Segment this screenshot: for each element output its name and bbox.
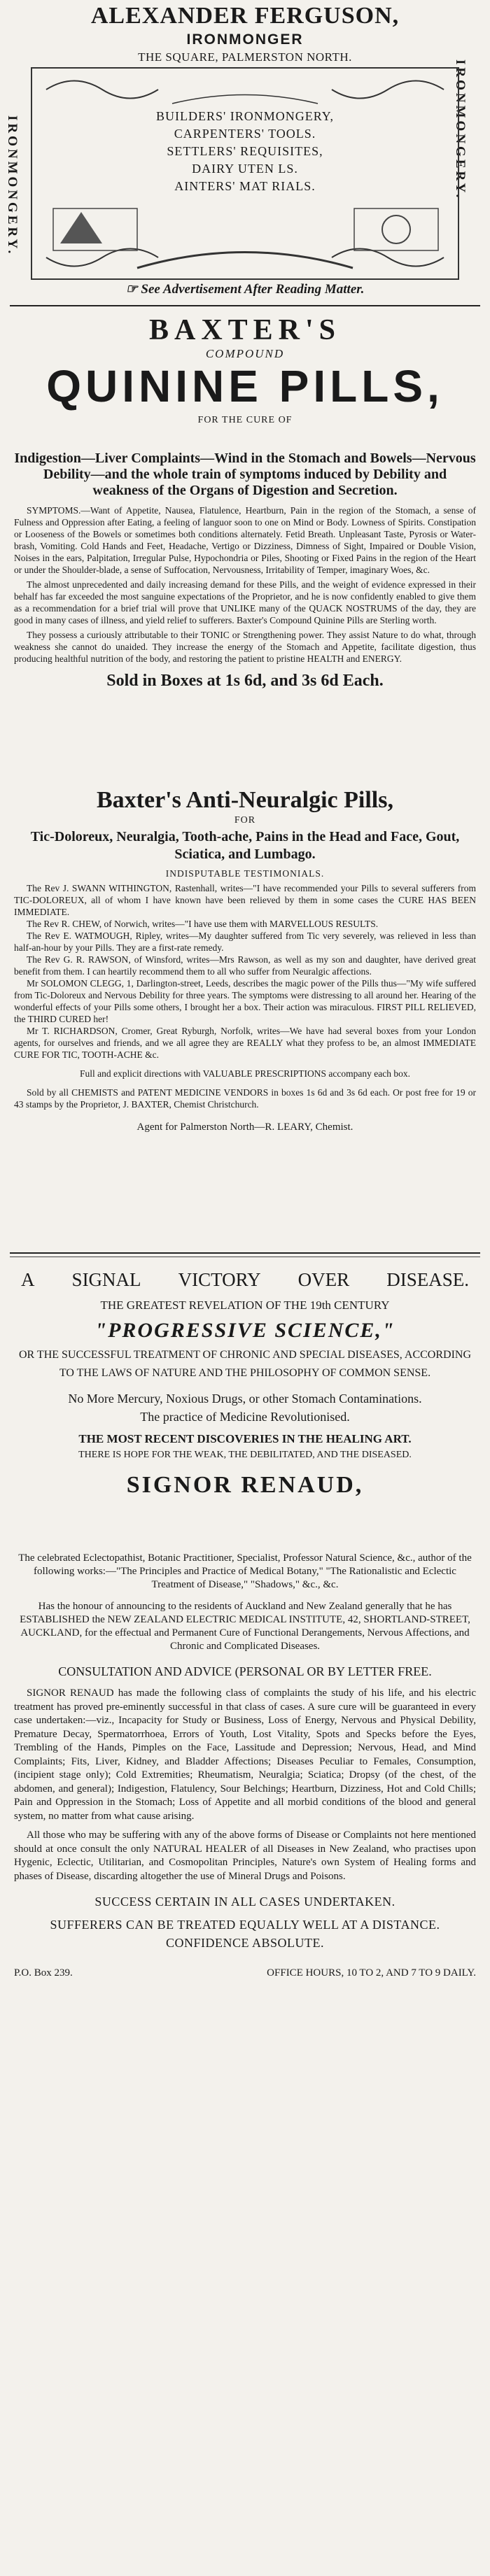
renaud-mercury: No More Mercury, Noxious Drugs, or other Stomach Contaminations. — [68, 1392, 422, 1406]
ferguson-side-left: IRONMONGERY. — [5, 115, 20, 257]
renaud-body — [14, 1552, 476, 1980]
baxter-body — [14, 451, 476, 691]
ferguson-frame — [31, 67, 459, 280]
baxter-compound: COMPOUND — [205, 347, 285, 360]
renaud-hope: THERE IS HOPE FOR THE WEAK, THE DEBILITATED, AND THE DISEASED. — [78, 1450, 412, 1460]
baxter-symptoms: SYMPTOMS.—Want of Appetite, Nausea, Flatulence, Heartburn, Pain in the region of the Stomach, a sense of Fulness and Oppression after Eating, a feeling of languor soon to one on Mind or Body. Lowness of Spirits. Constipation or Looseness of the Bowels or sometimes both conditions alternately. Fetid Breath. Unpleasant Taste, Pyrosis or Water-brash, Vomiting. Cold Hands and Feet, Headache, Vertigo or Dizziness, Dimness of Sight, Impaired or Double Vision, Noises in the ears, Palpitation, Irregular Pulse, Hypochondria or Piles, Shooting or Fixed Pains in the region of the Heart or under the Shoulder-blade, a sense of Suffocation, Nervousness, Irritability of Temper, imaginary Woes, &c. — [14, 505, 476, 575]
neuralgic-agent: Agent for Palmerston North—R. LEARY, Chemist. — [136, 1121, 354, 1133]
renaud-success: SUCCESS CERTAIN IN ALL CASES UNDERTAKEN. — [94, 1895, 396, 1909]
renaud-recent: THE MOST RECENT DISCOVERIES IN THE HEALING ART. — [78, 1432, 412, 1445]
pointing-hand-icon: ☞ — [125, 282, 138, 297]
neuralgic-lead: Tic-Doloreux, Neuralgia, Tooth-ache, Pains in the Head and Face, Gout, Sciatica, and Lumbago. — [30, 829, 460, 862]
ferguson-line: AINTERS' MAT RIALS. — [174, 179, 316, 193]
baxter-name: BAXTER'S — [148, 314, 342, 346]
office-hours: OFFICE HOURS, 10 TO 2, AND 7 TO 9 DAILY. — [267, 1967, 476, 1979]
renaud-sufferers: SUFFERERS CAN BE TREATED EQUALLY WELL AT A DISTANCE. CONFIDENCE ABSOLUTE. — [50, 1918, 440, 1950]
renaud-greatest: THE GREATEST REVELATION OF THE 19th CENTURY — [100, 1298, 390, 1312]
baxter-para3: They possess a curiously attributable to their TONIC or Strengthening power. They assist Nature to do what, through weakness she cannot do unaided. They increase the energy of the Stomach and Appetite, facilitate digestion, thus producing healthful nutrition of the body, and restoring the patient to pristine HEALTH and ENERGY. — [14, 630, 476, 664]
neuralgic-indisputable: INDISPUTABLE TESTIMONIALS. — [165, 868, 325, 879]
renaud-successful: OR THE SUCCESSFUL TREATMENT OF CHRONIC AND SPECIAL DISEASES, ACCORDING TO THE LAWS OF NATURE AND THE PHILOSOPHY OF COMMON SENSE. — [18, 1349, 472, 1379]
renaud-name: SIGNOR RENAUD, — [126, 1472, 364, 1498]
testimonial: The Rev E. WATMOUGH, Ripley, writes—My daughter suffered from Tic very severely, was relieved in less than half-an-hour by your Pills. They are a first-rate remedy. — [14, 930, 476, 953]
ferguson-lines — [32, 108, 458, 195]
ferguson-line: SETTLERS' REQUISITES, — [167, 144, 323, 158]
ferguson-trade: IRONMONGER — [186, 31, 304, 48]
ferguson-line: DAIRY UTEN LS. — [192, 162, 298, 176]
ferguson-ad — [14, 3, 476, 64]
baxter-ad — [14, 313, 476, 427]
renaud-celebrated: The celebrated Eclectopathist, Botanic Practitioner, Specialist, Professor Natural Science, &c., author of the following works:—"The Principles and Practice of Medical Botany," "The Rationalistic and Eclectic Treatment of Disease," "Shadows," &c., &c. — [18, 1552, 472, 1590]
baxter-sold: Sold in Boxes at 1s 6d, and 3s 6d Each. — [106, 672, 384, 690]
testimonial: Mr SOLOMON CLEGG, 1, Darlington-street, Leeds, describes the magic power of the Pills thus—"My wife suffered from Tic-Doloreux and Nervous Debility for three years. The symptoms were distressing to all around her. Hearing of the wonderful effects of your Pills some others, I brought her a box. Their action was miraculous. FIRST PILL RELIEVED, the THIRD CURED her! — [14, 978, 476, 1024]
neuralgic-for: FOR — [234, 815, 256, 826]
testimonial: The Rev R. CHEW, of Norwich, writes—"I have use them with MARVELLOUS RESULTS. — [27, 919, 379, 929]
neuralgic-sold: Sold by all CHEMISTS and PATENT MEDICINE VENDORS in boxes 1s 6d and 3s 6d each. Or post free for 19 or 43 stamps by the Proprietor, J. BAXTER, Chemist Christchurch. — [14, 1087, 476, 1110]
testimonial: The Rev J. SWANN WITHINGTON, Rastenhall, writes—"I have recommended your Pills to several sufferers from TIC-DOLOREUX, all of whom I have known have been relieved by them in some cases the CURE HAS BEEN IMMEDIATE. — [14, 883, 476, 917]
baxter-title: QUININE PILLS, — [46, 361, 444, 411]
divider — [10, 305, 480, 306]
baxter-para2: The almost unprecedented and daily increasing demand for these Pills, and the weight of evidence expressed in their behalf has far exceeded the most sanguine expectations of the Proprietor, and he is now confidently enabled to give them as a recommendation for a brief trial will prove that UNLIKE many of the QUACK NOSTRUMS of the day, they are good in many cases of illness, and yield relief to sufferers. Baxter's Compound Quinine Pills are Sterling worth. — [14, 579, 476, 625]
ferguson-address: THE SQUARE, PALMERSTON NORTH. — [138, 50, 352, 64]
renaud-body2: All those who may be suffering with any of the above forms of Disease or Complaints not here mentioned should at once consult the only NATURAL HEALER of all Diseases in New Zealand, who practises upon Hygenic, Eclectic, Utilitarian, and Cosmopolitan Principles, Nature's own System of Healing forms and phases of Disease, discarding altogether the use of Mineral Drugs and Poisons. — [14, 1830, 476, 1882]
testimonial: The Rev G. R. RAWSON, of Winsford, writes—Mrs Rawson, as well as my son and daughter, have derived great benefit from them. I can heartily recommend them to all who suffer from Neuralgic affections. — [14, 954, 476, 977]
ferguson-side-right: IRONMONGERY. — [453, 59, 468, 201]
divider — [10, 1252, 480, 1254]
neuralgic-ad — [14, 786, 476, 1134]
baxter-for-cure: FOR THE CURE OF — [197, 415, 293, 425]
ferguson-line: CARPENTERS' TOOLS. — [174, 127, 316, 141]
testimonial: Mr T. RICHARDSON, Cromer, Great Ryburgh, Norfolk, writes—We have had several boxes from your London agents, for ourselves and friends, and we all agree they are REALLY what they profess to be, an almost IMMEDIATE CURE FOR TIC, TOOTH-ACHE &c. — [14, 1026, 476, 1060]
renaud-practice: The practice of Medicine Revolutionised. — [140, 1410, 350, 1424]
baxter-lead: Indigestion—Liver Complaints—Wind in the Stomach and Bowels—Nervous Debility—and the whole train of symptoms induced by Debility and weakness of the Organs of Digestion and Secretion. — [14, 451, 476, 498]
neuralgic-title: Baxter's Anti-Neuralgic Pills, — [96, 787, 393, 813]
renaud-honour: Has the honour of announcing to the residents of Auckland and New Zealand generally that he has ESTABLISHED the NEW ZEALAND ELECTRIC MEDICAL INSTITUTE, 42, SHORTLAND-STREET, AUCKLAND, for the effectual and Permanent Cure of Functional Derangements, Nervous Affections, and Chronic and Complicated Diseases. — [20, 1601, 470, 1652]
signal-headline: A SIGNAL VICTORY OVER DISEASE. — [21, 1269, 469, 1290]
renaud-ad — [14, 1268, 476, 1501]
renaud-footer — [14, 1966, 476, 1980]
renaud-body1: SIGNOR RENAUD has made the following class of complaints the study of his life, and his electric treatment has proved pre-eminently successful in that class of cases. A sure cure will be guaranteed in every case undertaken:—viz., Incapacity for Study or Business, Loss of Energy, Nervous and Physical Debility, Premature Decay, Spermatorrhoea, Errors of Youth, Lost Vitality, Spots and Specks before the Eyes, Trembling of the Hands, Pimples on the Face, Lassitude and Depression; Nervous, Head, and Mind Complaints; Fits, Liver, Kidney, and Bladder Affections; Diseases Peculiar to Females, Consumption, (incipient stage only); Cold Extremities; Rheumatism, Neuralgia; Sciatica; Dropsy (of the chest, of the abdomen, and general); Indigestion, Flatulency, Sour Belchings; Heartburn, Dizziness, Hot and Cold Chills; Pain and Oppression in the Stomach; Loss of Appetite and all morbid conditions of the blood and general system, no matter from what cause arising. — [14, 1687, 476, 1822]
renaud-consult: CONSULTATION AND ADVICE (PERSONAL OR BY LETTER FREE. — [58, 1664, 432, 1678]
po-box: P.O. Box 239. — [14, 1967, 73, 1979]
neuralgic-full: Full and explicit directions with VALUABLE PRESCRIPTIONS accompany each box. — [80, 1068, 410, 1079]
renaud-progressive: "PROGRESSIVE SCIENCE," — [94, 1319, 396, 1342]
ferguson-line: BUILDERS' IRONMONGERY, — [156, 109, 334, 123]
ferguson-footer: ☞ See Advertisement After Reading Matter. — [125, 282, 365, 297]
ferguson-name: ALEXANDER FERGUSON, — [90, 3, 400, 29]
